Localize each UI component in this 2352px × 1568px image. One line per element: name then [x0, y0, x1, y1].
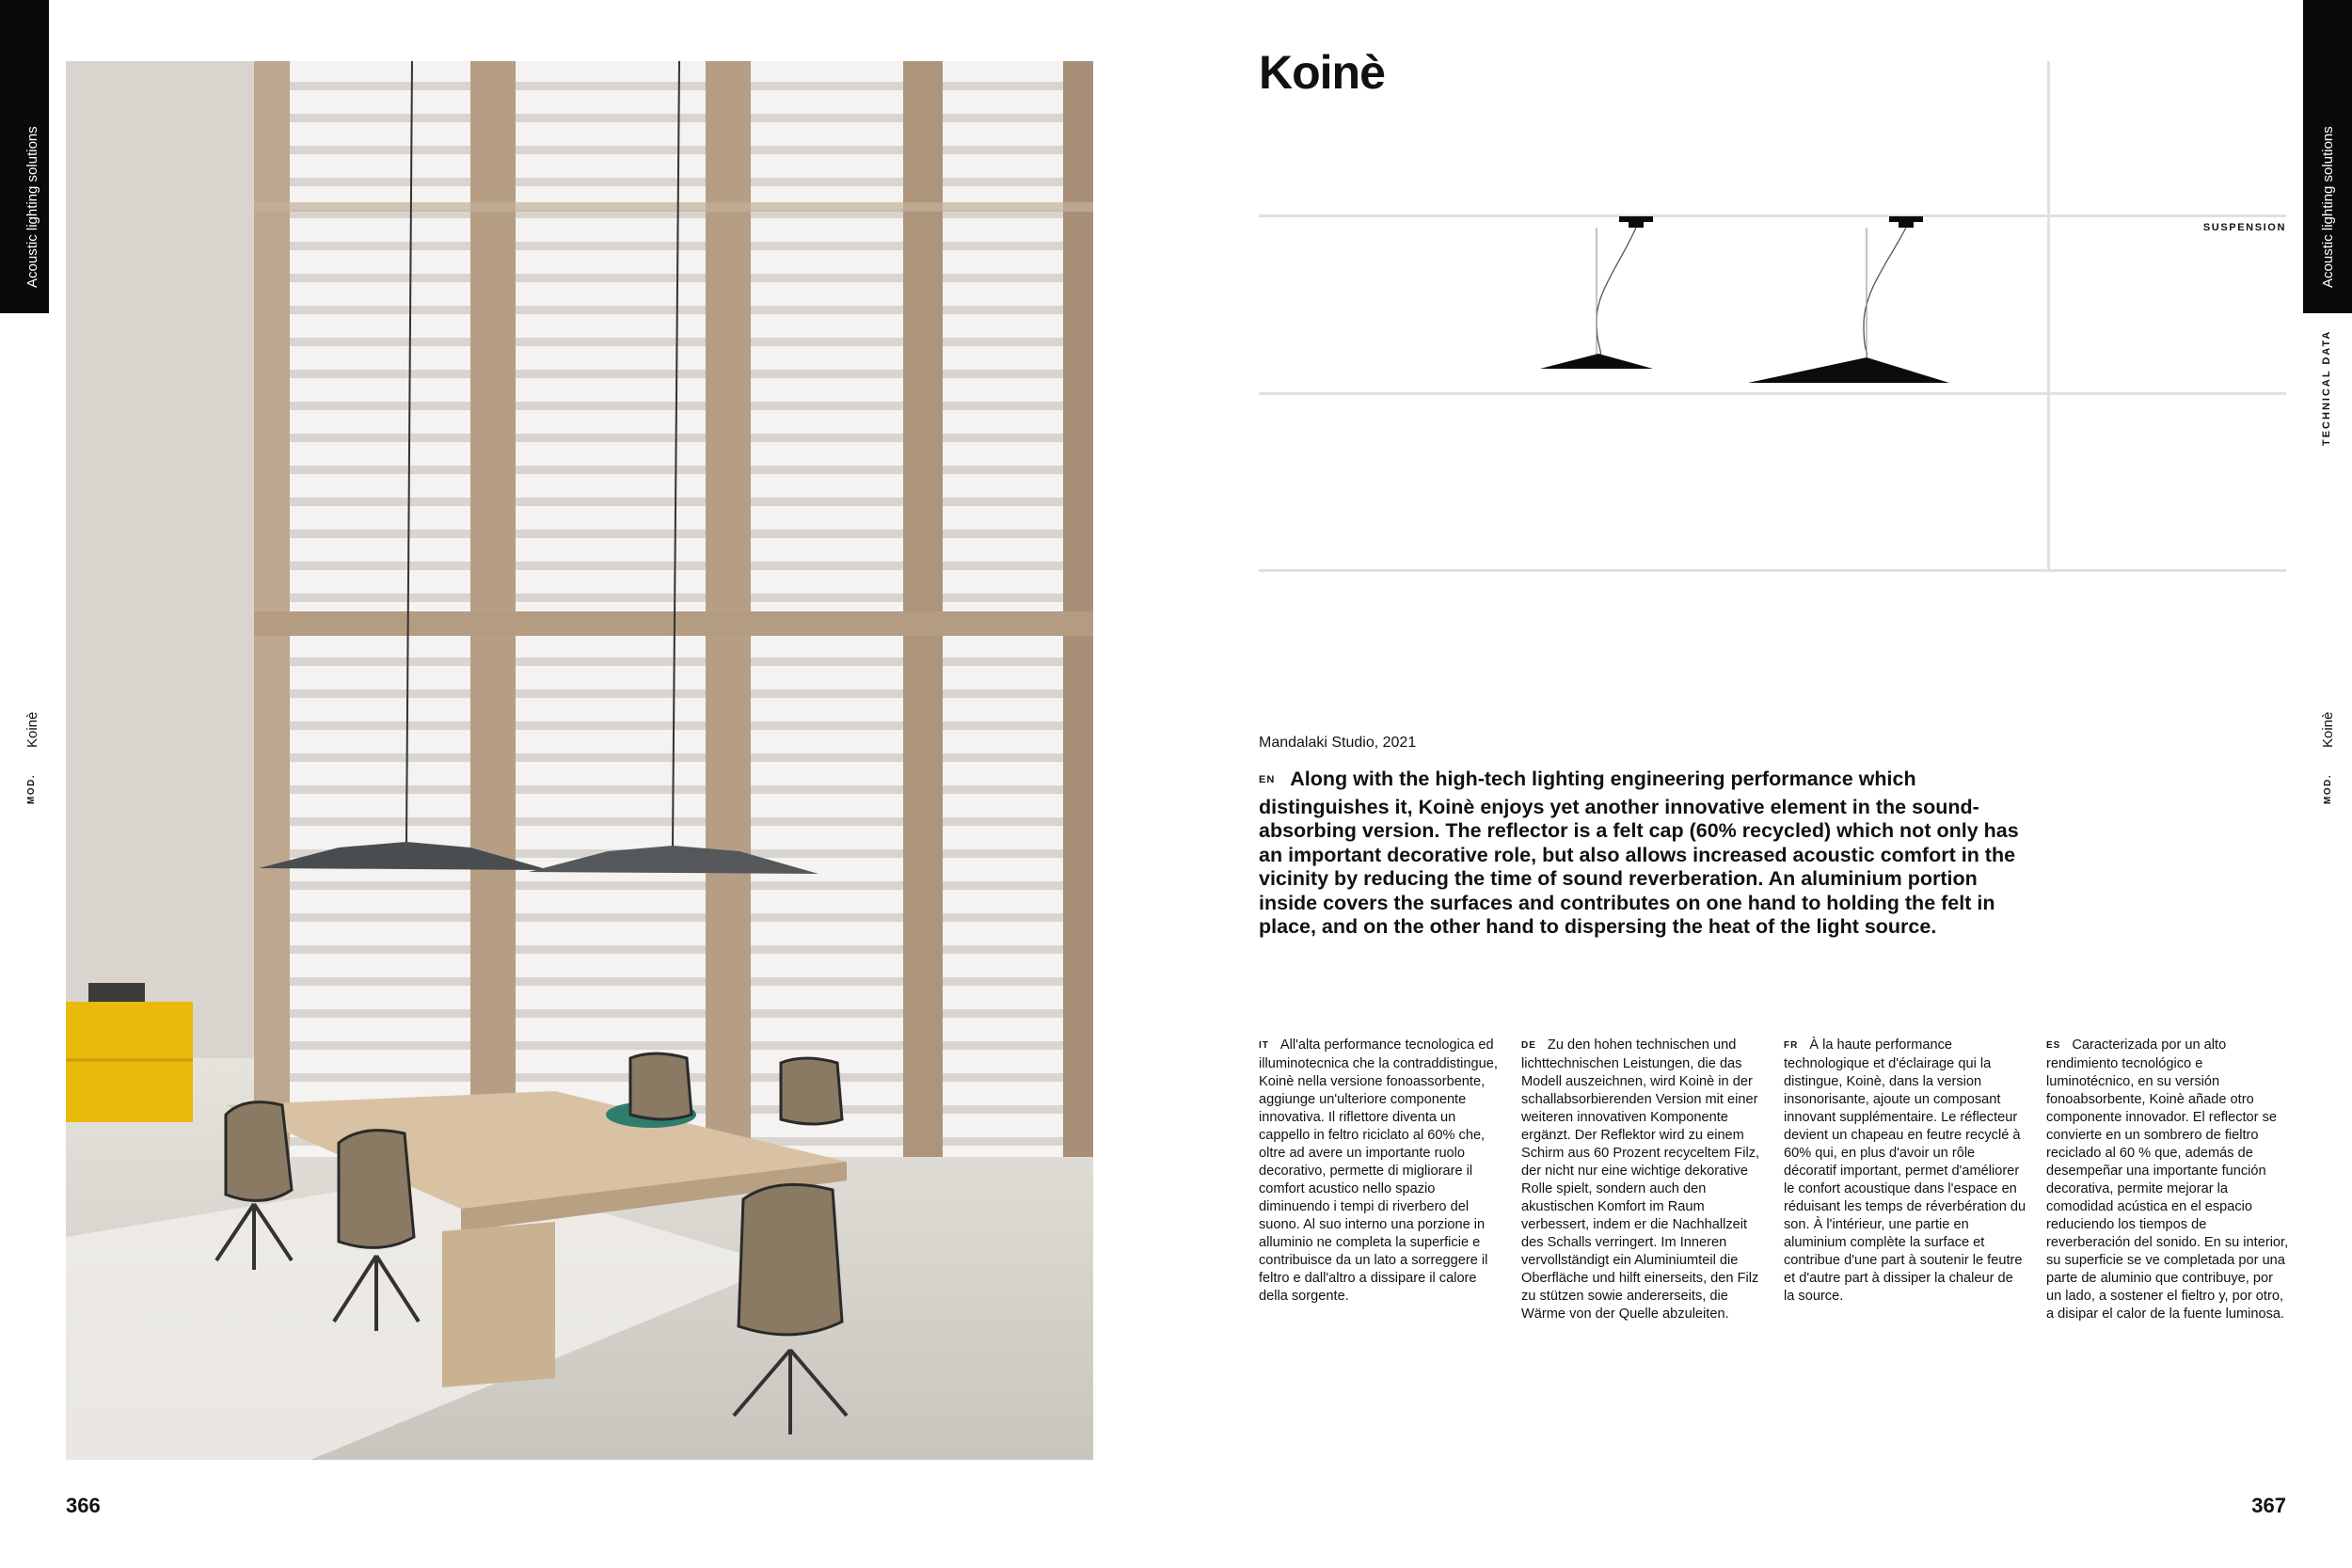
description-en-text: Along with the high-tech lighting engineering performance which distinguishes it, Koinè enjoys yet another innovative element in the sound-absorbing version. The reflector is a felt cap (60% recycled) which not only has an important decorative role, but also allows increased acoustic comfort in the vicinity by reducing the time of sound reverberation. An aluminium portion inside covers the surfaces and contributes on one hand to holding the felt in place, and on the other hand to dispersing the heat of the light source.: [1259, 768, 2019, 938]
lamp-small-drawing: [1531, 207, 1662, 376]
product-title: Koinè: [1259, 46, 1385, 99]
grid-line-bottom: [1259, 569, 2286, 572]
description-fr-text: À la haute performance technologique et d'éclairage qui la distingue, Koinè, dans la version insonorisante, ajoute un composant innovant supplémentaire. Le réflecteur devient un chapeau en feutre recyclé à 60% qui, en plus d'avoir un rôle décoratif important, permet d'améliorer le confort acoustique dans l'espace en réduisant les temps de réverbération du son. À l'intérieur, une partie en aluminium complète la surface et contribue d'une part à soutenir le feutre et d'autre part à dissiper la chaleur de la source.: [1784, 1037, 2026, 1304]
description-de: [1521, 1037, 1764, 1323]
designer-credit: Mandalaki Studio, 2021: [1259, 735, 1417, 751]
description-de-text: Zu den hohen technischen und lichttechnischen Leistungen, die das Modell auszeichnen, wird Koinè in der schallabsorbierenden Version mit einer weiteren innovativen Komponente ergänzt. Der Reflektor wird zu einem Schirm aus 60 Prozent recyceltem Filz, der nicht nur eine wichtige dekorative Rolle spielt, sondern auch den akustischen Komfort im Raum verbessert, indem er die Nachhallzeit des Schalls verringert. Im Inneren vervollständigt ein Aluminiumteil die Oberfläche und hilft einerseits, den Filz zu stützen sowie andererseits, die Wärme von der Quelle abzuleiten.: [1521, 1037, 1760, 1322]
lang-code-it: IT: [1259, 1040, 1269, 1051]
description-es: [2046, 1037, 2289, 1323]
description-it-text: All'alta performance tecnologica ed illuminotecnica che la contraddistingue, Koinè nella versione fonoassorbente, aggiunge un'ulteriore componente innovativa. Il riflettore diventa un cappello in feltro riciclato al 60% che, oltre ad avere un importante ruolo decorativo, permette di migliorare il comfort acustico nello spazio diminuendo i tempi di riverbero del suono. Al suo interno una porzione in alluminio ne completa la superficie e contribuisce da un lato a sorreggere il feltro e dall'altro a dissipare il calore della sorgente.: [1259, 1037, 1498, 1304]
category-label: SUSPENSION: [2202, 222, 2286, 233]
right-mod-label: MOD.: [2323, 773, 2333, 804]
description-fr: [1784, 1037, 2026, 1306]
product-photo: [66, 61, 1093, 1460]
description-es-text: Caracterizada por un alto rendimiento tecnológico e luminotécnico, en su versión fonoabsorbente, Koinè añade otro componente innovador. El reflector se convierte en un sombrero de fieltro reciclado al 60 % que, además de desempeñar una importante función decorativa, permite mejorar la comodidad acústica en el espacio reduciendo los tiempos de reverberación del sonido. En su interior, su superficie se ve completada por una parte de aluminio que contribuye, por un lado, a sostener el fieltro y, por otro, a disipar el calor de la fuente luminosa.: [2046, 1037, 2289, 1322]
photo-illustration: [66, 61, 1093, 1460]
grid-line-middle: [1259, 392, 2286, 395]
left-mod-name: Koinè: [24, 711, 40, 748]
lang-code-en: EN: [1259, 774, 1276, 785]
description-en: [1259, 768, 2023, 940]
description-it: [1259, 1037, 1502, 1306]
technical-data-label: TECHNICAL DATA: [2321, 329, 2332, 446]
right-mod-name: Koinè: [2320, 711, 2336, 748]
page-number-left: 366: [66, 1494, 101, 1517]
lamp-large-drawing: [1746, 207, 1953, 386]
grid-line-vertical: [2047, 61, 2050, 571]
lang-code-fr: FR: [1784, 1040, 1799, 1051]
page-number-right: 367: [2251, 1494, 2286, 1517]
lang-code-de: DE: [1521, 1040, 1536, 1051]
left-mod-label: MOD.: [26, 773, 37, 804]
left-section-label: Acoustic lighting solutions: [24, 126, 40, 288]
right-section-label: Acoustic lighting solutions: [2320, 126, 2336, 288]
lang-code-es: ES: [2046, 1040, 2061, 1051]
